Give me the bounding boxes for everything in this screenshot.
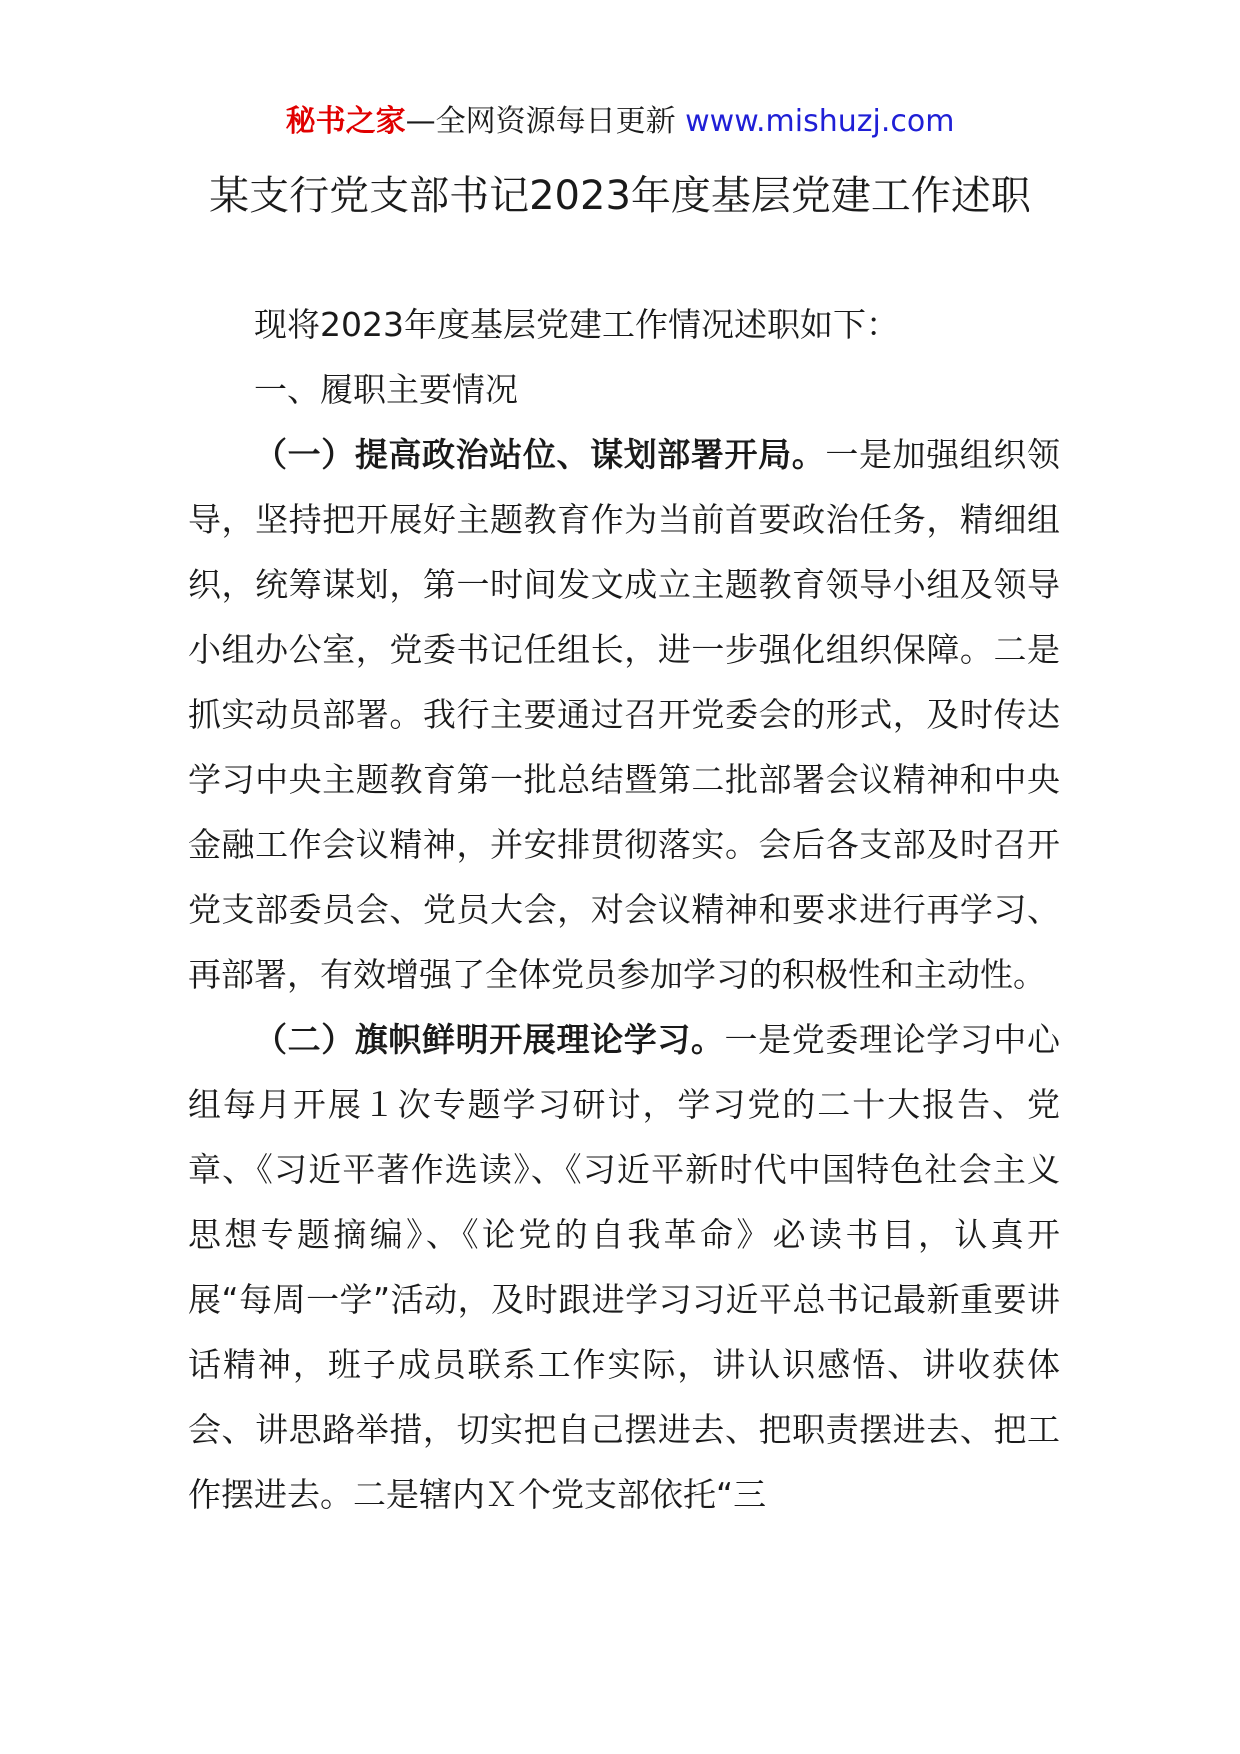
document-title: 某支行党支部书记2023年度基层党建工作述职 [209, 173, 1031, 219]
document-body [188, 292, 1060, 1527]
intro-paragraph: 现将2023年度基层党建工作情况述职如下： [254, 305, 899, 344]
paragraph-1-text: 一是加强组织领导，坚持把开展好主题教育作为当前首要政治任务，精细组织，统筹谋划，第一时间发文成立主题教育领导小组及领导小组办公室，党委书记任组长，进一步强化组织保障。二是抓实动员部署。我行主要通过召开党委会的形式，及时传达学习中央主题教育第一批总结暨第二批部署会议精神和中央金融工作会议精神，并安排贯彻落实。会后各支部及时召开党支部委员会、党员大会，对会议精神和要求进行再学习、再部署，有效增强了全体党员参加学习的积极性和主动性。 [188, 435, 1061, 994]
brand-name: 秘书之家 [285, 104, 406, 139]
paragraph-2-text: 一是党委理论学习中心组每月开展１次专题学习研讨，学习党的二十大报告、党章、《习近平著作选读》、《习近平新时代中国特色社会主义思想专题摘编》、《论党的自我革命》必读书目，认真开展“每周一学”活动，及时跟进学习习近平总书记最新重要讲话精神，班子成员联系工作实际，讲认识感悟、讲收获体会、讲思路举措，切实把自己摆进去、把职责摆进去、把工作摆进去。二是辖内Ｘ个党支部依托“三 [188, 1020, 1061, 1514]
paragraph-2-heading: （二）旗帜鲜明开展理论学习。 [254, 1020, 725, 1059]
section-heading: 一、履职主要情况 [254, 370, 518, 409]
paragraph-1 [188, 422, 1060, 1007]
site-header [0, 100, 1240, 144]
header-tagline: —全网资源每日更新 [405, 104, 686, 139]
paragraph-2 [188, 1007, 1060, 1527]
paragraph-1-heading: （一）提高政治站位、谋划部署开局。 [254, 435, 826, 474]
site-url-link[interactable]: www.mishuzj.com [685, 104, 955, 139]
